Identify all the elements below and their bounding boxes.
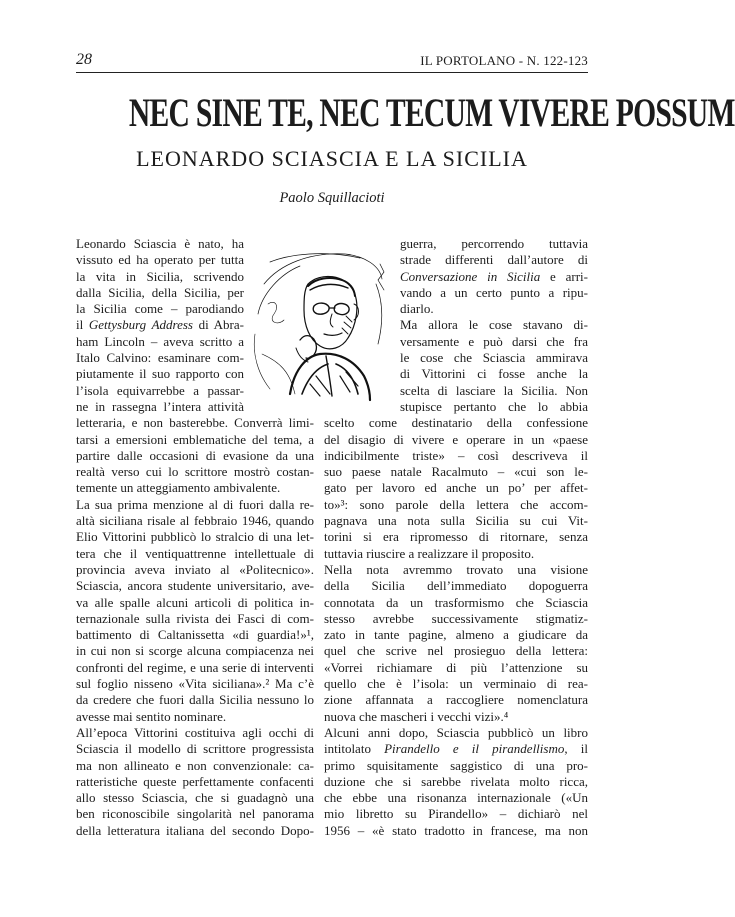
- text-line: strade differenti dall’autore di: [400, 252, 588, 268]
- text-line: avesse mai sentito nominare.: [76, 708, 227, 724]
- text-line: ne in rassegna l’intera attività: [76, 398, 244, 414]
- text-line: stesso avrebbe successivamente stigmatiz-: [324, 610, 588, 626]
- italic-title: Conversazione in Sicilia: [400, 268, 541, 284]
- text-line: da credere che fuori dalla Sicilia nessuno lo: [76, 692, 314, 708]
- text-line: ham Lincoln – aveva scritto a: [76, 333, 244, 349]
- text-line: ratteristiche queste perfettamente confacenti: [76, 773, 314, 789]
- text-line: Conversazione in Sicilia e arri-: [400, 268, 588, 284]
- text-line: 1956 – «è stato tradotto in francese, ma non: [324, 822, 588, 838]
- text-line: letteraria, e non basterebbe. Converrà limi-: [76, 415, 314, 431]
- text-line: suo paese natale Racalmuto – «cui son le-: [324, 464, 588, 480]
- text-line: altà siciliana risale al febbraio 1946, quando: [76, 513, 314, 529]
- text-line: della letteratura italiana del secondo Dopo-: [76, 822, 314, 838]
- text-line: la Sicilia come – parodiando: [76, 301, 244, 317]
- text-line: scelto come destinatario della confessione: [324, 415, 588, 431]
- text-line: La sua prima menzione al di fuori dalla re-: [76, 496, 314, 512]
- text-line: confronti del regime, e una serie di interventi: [76, 659, 314, 675]
- text-line: indicibilmente triste» – così descriveva il: [324, 447, 588, 463]
- right-text-column: [324, 236, 588, 839]
- journal-name: IL PORTOLANO - N. 122-123: [420, 53, 588, 68]
- text-line: Elio Vittorini pubblicò lo stralcio di una let-: [76, 529, 314, 545]
- text-line: che ebbe una risonanza internazionale («Un: [324, 790, 588, 806]
- text-line: quel che scrive nel prosieguo della lettera:: [324, 643, 588, 659]
- text-line: Sciascia, ancora studente universitario, ave-: [76, 578, 314, 594]
- left-text-column: [76, 236, 314, 839]
- text-line: vissuto ed ha operato per tutta: [76, 252, 244, 268]
- text-line: scelta di lasciare la Sicilia. Non: [400, 382, 588, 398]
- text-line: Ma allora le cose stavano di-: [400, 317, 588, 333]
- text-line: sul foglio nisseno «Vita siciliana».² Ma c’è: [76, 676, 314, 692]
- text-line: All’epoca Vittorini costituiva agli occhi di: [76, 724, 314, 740]
- text-line: to»³: sono parole della lettera che accom-: [324, 496, 588, 512]
- text-line: mio libretto su Pirandello» – dichiarò nel: [324, 806, 588, 822]
- text-line: il Gettysburg Address di Abra-: [76, 317, 244, 333]
- text-line: tarsi a emersioni emblematiche del tema, a: [76, 431, 314, 447]
- text-line: Nella nota avremmo trovato una visione: [324, 561, 588, 577]
- running-header: [76, 52, 588, 73]
- text-line: tera che il ventiquattrenne intellettuale di: [76, 545, 314, 561]
- text-line: primo squisitamente saggistico di una pro-: [324, 757, 588, 773]
- page-number: 28: [76, 51, 92, 68]
- text-line: pagnava una nota sulla Sicilia su cui Vit-: [324, 513, 588, 529]
- text-line: partire dalle occasioni di evasione da una: [76, 447, 314, 463]
- text-line: allo stesso Sciascia, che si guadagnò una: [76, 790, 314, 806]
- text-line: della Sicilia dell’immediato dopoguerra: [324, 578, 588, 594]
- text-line: versamente e può darsi che fra: [400, 333, 588, 349]
- text-line: del disagio di vivere e operare in un «paese: [324, 431, 588, 447]
- text-line: connotata da un trasformismo che Sciascia: [324, 594, 588, 610]
- text-line: battimento di Caltanissetta «di guardia!»¹,: [76, 627, 314, 643]
- text-line: dalla Sicilia, della Sicilia, per: [76, 284, 244, 300]
- text-line: torini si era ripromesso di ritornare, senza: [324, 529, 588, 545]
- text-line: diarlo.: [400, 301, 434, 317]
- text-line: stupisce pertanto che lo abbia: [400, 398, 588, 414]
- text-line: intitolato Pirandello e il pirandellismo, il: [324, 741, 588, 757]
- text-line: zato in tante pagine, almeno a giudicare da: [324, 627, 588, 643]
- italic-title: Pirandello e il pirandellismo: [384, 741, 565, 757]
- article-subtitle: LEONARDO SCIASCIA E LA SICILIA: [136, 146, 528, 171]
- text-line: Sciascia il modello di scrittore progressista: [76, 741, 314, 757]
- text-line: temente un atteggiamento ambivalente.: [76, 480, 281, 496]
- text-line: ma non allineato e non convenzionale: ca-: [76, 757, 314, 773]
- article-author: Paolo Squillacioti: [279, 190, 385, 206]
- text-line: vando a un certo punto a ripu-: [400, 284, 588, 300]
- text-line: in cui non si scorge alcuna compiacenza nei: [76, 643, 314, 659]
- italic-title: Gettysburg Address: [88, 317, 193, 333]
- text-line: gato per lavoro ed anche un po’ per affet-: [324, 480, 588, 496]
- text-line: ternazionale sulla rivista dei Fasci di com-: [76, 610, 314, 626]
- text-line: Leonardo Sciascia è nato, ha: [76, 236, 244, 251]
- text-line: l’isola equivarrebbe a passar-: [76, 382, 244, 398]
- text-line: provincia aveva inviato al «Politecnico».: [76, 561, 314, 577]
- text-line: quello che è l’isola: un verminaio di rea-: [324, 676, 588, 692]
- text-line: piutamente il suo rapporto con: [76, 366, 244, 382]
- article-title: NEC SINE TE, NEC TECUM VIVERE POSSUM: [128, 90, 735, 135]
- text-line: Italo Calvino: esaminare com-: [76, 350, 244, 366]
- text-line: nuova che mascheri i vecchi vizi».⁴: [324, 708, 509, 724]
- text-line: realtà verso cui lo scrittore mostrò costan-: [76, 464, 314, 480]
- text-line: le cose che Sciascia ammirava: [400, 350, 588, 366]
- text-line: «Vorrei richiamare di più l’attenzione su: [324, 659, 588, 675]
- text-line: guerra, percorrendo tuttavia: [400, 236, 588, 251]
- text-line: Alcuni anni dopo, Sciascia pubblicò un libro: [324, 724, 588, 740]
- text-line: zione affannata a raccogliere nomenclatura: [324, 692, 588, 708]
- text-line: duzione che si sarebbe rivelata molto ricca,: [324, 773, 588, 789]
- text-line: ben riconoscibile singolarità nel panorama: [76, 806, 314, 822]
- text-line: tuttavia riuscire a realizzare il proposito.: [324, 545, 535, 561]
- text-line: di Vittorini ci fosse anche la: [400, 366, 588, 382]
- text-line: la vita in Sicilia, scrivendo: [76, 268, 244, 284]
- text-line: va alle spalle alcuni articoli di politica in-: [76, 594, 314, 610]
